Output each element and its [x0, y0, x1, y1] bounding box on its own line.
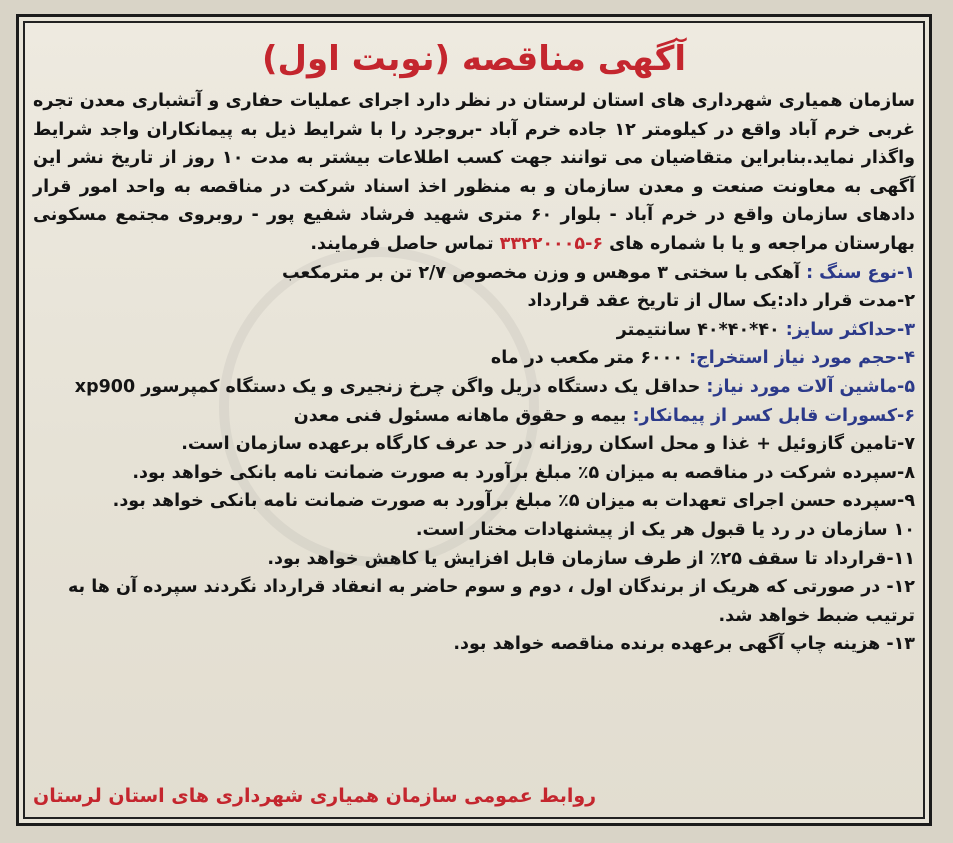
condition-label: ۴-حجم مورد نیاز استخراج: — [689, 348, 915, 369]
notice-frame — [16, 14, 932, 826]
condition-label: ۱-نوع سنگ : — [806, 262, 915, 283]
condition-text: حداقل یک دستگاه دریل واگن چرخ زنجیری و یک دستگاه کمپرسور xp900 — [74, 376, 707, 397]
condition-item — [33, 630, 915, 659]
intro-text: سازمان همیاری شهرداری های استان لرستان در نظر دارد اجرای عملیات حفاری و آتشباری معدن تجره غربی خرم آباد واقع در کیلومتر ۱۲ جاده خرم آباد -بروجرد را با شرایط ذیل به پیمانکاران واجد شرایط واگذار نماید.بنابراین متقاضیان می توانند جهت کسب اطلاعات بیشتر به مدت ۱۰ روز از تاریخ نشر این آگهی به معاونت صنعت و معدن سازمان و به منظور اخذ اسناد شرکت در مناقصه به واحد امور قرار دادهای سازمان واقع در خرم آباد - بلوار ۶۰ متری شهید فرشاد شفیع پور - روبروی مجتمع مسکونی بهارستان مراجعه و یا با شماره های — [33, 91, 915, 254]
condition-item — [33, 430, 915, 459]
condition-text: ۸-سپرده شرکت در مناقصه به میزان ۵٪ مبلغ برآورد به صورت ضمانت نامه بانکی خواهد بود. — [132, 462, 915, 483]
condition-item — [33, 573, 915, 630]
condition-text: ۶۰۰۰ متر مکعب در ماه — [490, 348, 690, 369]
condition-item — [33, 373, 915, 402]
condition-item — [33, 459, 915, 488]
condition-text: ۱۲- در صورتی که هریک از برندگان اول ، دوم و سوم حاضر به انعقاد قرارداد نگردند سپرده آن ها به ترتیب ضبط خواهد شد. — [67, 577, 915, 626]
footer-signature: روابط عمومی سازمان همیاری شهرداری های استان لرستان — [33, 785, 597, 807]
intro-tail: تماس حاصل فرمایند. — [310, 233, 494, 254]
condition-text: ۲-مدت قرار داد:یک سال از تاریخ عقد قرارداد — [527, 291, 915, 312]
condition-item — [33, 316, 915, 345]
condition-text: ۷-تامین گازوئیل + غذا و محل اسکان روزانه در حد عرف کارگاه برعهده سازمان است. — [181, 434, 915, 455]
condition-item — [33, 545, 915, 574]
phone-number: ۶-۳۳۲۲۰۰۰۵ — [499, 233, 604, 254]
condition-item — [33, 487, 915, 516]
condition-label: ۶-کسورات قابل کسر از پیمانکار: — [632, 405, 915, 426]
condition-item — [33, 259, 915, 288]
condition-item — [33, 287, 915, 316]
condition-text: ۱۱-قرارداد تا سقف ۲۵٪ از طرف سازمان قابل افزایش یا کاهش خواهد بود. — [267, 548, 915, 569]
condition-item — [33, 344, 915, 373]
intro-paragraph — [33, 87, 915, 259]
condition-label: ۳-حداکثر سایز: — [785, 319, 915, 340]
condition-item — [33, 402, 915, 431]
condition-label: ۵-ماشین آلات مورد نیاز: — [706, 376, 915, 397]
conditions-list — [33, 259, 915, 659]
notice-body — [33, 35, 915, 811]
condition-text: ۴۰*۴۰*۴۰ سانتیمتر — [616, 319, 786, 340]
notice-title: آگهی مناقصه (نوبت اول) — [261, 39, 687, 79]
condition-text: ۹-سپرده حسن اجرای تعهدات به میزان ۵٪ مبلغ برآورد به صورت ضمانت نامه بانکی خواهد بود. — [112, 491, 915, 512]
condition-text: آهکی با سختی ۳ موهس و وزن مخصوص ۲/۷ تن بر مترمکعب — [281, 262, 807, 283]
condition-text: بیمه و حقوق ماهانه مسئول فنی معدن — [293, 405, 633, 426]
condition-text: ۱۳- هزینه چاپ آگهی برعهده برنده مناقصه خواهد بود. — [453, 634, 915, 655]
condition-text: ۱۰ سازمان در رد یا قبول هر یک از پیشنهادات مختار است. — [415, 519, 915, 540]
condition-item — [33, 516, 915, 545]
